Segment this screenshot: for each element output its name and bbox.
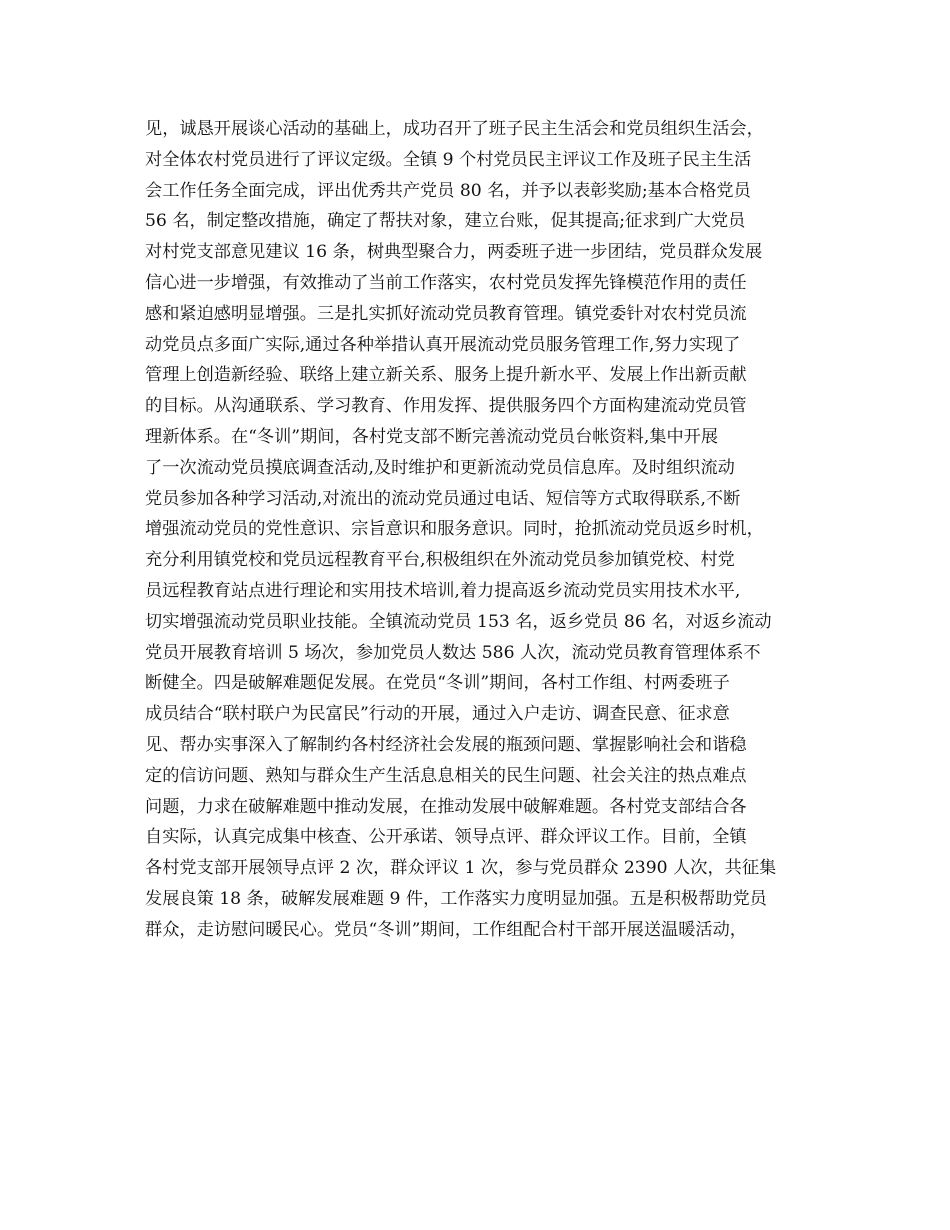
- text-line: 断健全。四是破解难题促发展。在党员“冬训”期间，各村工作组、村两委班子: [145, 673, 730, 694]
- text-line: 发展良策 18 条，破解发展难题 9 件，工作落实力度明显加强。五是积极帮助党员: [145, 888, 767, 909]
- text-line: 成员结合“联村联户为民富民”行动的开展，通过入户走访、调查民意、征求意: [145, 704, 730, 725]
- text-line: 对全体农村党员进行了评议定级。全镇 9 个村党员民主评议工作及班子民主生活: [145, 149, 752, 170]
- text-line: 问题，力求在破解难题中推动发展，在推动发展中破解难题。各村党支部结合各: [145, 796, 747, 817]
- body-paragraph: [145, 114, 825, 946]
- text-line: 自实际，认真完成集中核查、公开承诺、领导点评、群众评议工作。目前，全镇: [145, 827, 747, 848]
- text-line: 对村党支部意见建议 16 条，树典型聚合力，两委班子进一步团结，党员群众发展: [145, 242, 763, 263]
- text-line: 增强流动党员的党性意识、宗旨意识和服务意识。同时，抢抓流动党员返乡时机，: [145, 519, 764, 540]
- text-line: 充分利用镇党校和党员远程教育平台,积极组织在外流动党员参加镇党校、村党: [145, 550, 735, 571]
- text-line: 各村党支部开展领导点评 2 次，群众评议 1 次，参与党员群众 2390 人次，共征集: [145, 858, 777, 879]
- text-line: 员远程教育站点进行理论和实用技术培训,着力提高返乡流动党员实用技术水平,: [145, 580, 741, 601]
- text-line: 定的信访问题、熟知与群众生产生活息息相关的民生问题、社会关注的热点难点: [145, 765, 747, 786]
- text-line: 党员参加各种学习活动,对流出的流动党员通过电话、短信等方式取得联系,不断: [145, 488, 741, 509]
- text-line: 见，诚恳开展谈心活动的基础上，成功召开了班子民主生活会和党员组织生活会，: [145, 119, 764, 139]
- text-line: 会工作任务全面完成，评出优秀共产党员 80 名，并予以表彰奖励;基本合格党员: [145, 180, 751, 201]
- text-line: 切实增强流动党员职业技能。全镇流动党员 153 名，返乡党员 86 名，对返乡流动: [145, 611, 772, 632]
- text-line: 了一次流动党员摸底调查活动,及时维护和更新流动党员信息库。及时组织流动: [145, 457, 735, 478]
- text-line: 动党员点多面广实际,通过各种举措认真开展流动党员服务管理工作,努力实现了: [145, 334, 741, 355]
- text-line: 党员开展教育培训 5 场次，参加党员人数达 586 人次，流动党员教育管理体系不: [145, 642, 761, 663]
- text-line: 的目标。从沟通联系、学习教育、作用发挥、提供服务四个方面构建流动党员管: [145, 396, 747, 417]
- text-line: 管理上创造新经验、联络上建立新关系、服务上提升新水平、发展上作出新贡献: [145, 365, 747, 386]
- text-line: 感和紧迫感明显增强。三是扎实抓好流动党员教育管理。镇党委针对农村党员流: [145, 303, 747, 324]
- text-line: 群众，走访慰问暖民心。党员“冬训”期间，工作组配合村干部开展送温暖活动，: [145, 919, 747, 940]
- text-line: 56 名，制定整改措施，确定了帮扶对象，建立台账，促其提高;征求到广大党员: [145, 211, 746, 232]
- text-line: 信心进一步增强，有效推动了当前工作落实，农村党员发挥先锋模范作用的责任: [145, 272, 747, 293]
- text-line: 理新体系。在“冬训”期间，各村党支部不断完善流动党员台帐资料,集中开展: [145, 426, 719, 447]
- text-line: 见、帮办实事深入了解制约各村经济社会发展的瓶颈问题、掌握影响社会和谐稳: [145, 734, 747, 755]
